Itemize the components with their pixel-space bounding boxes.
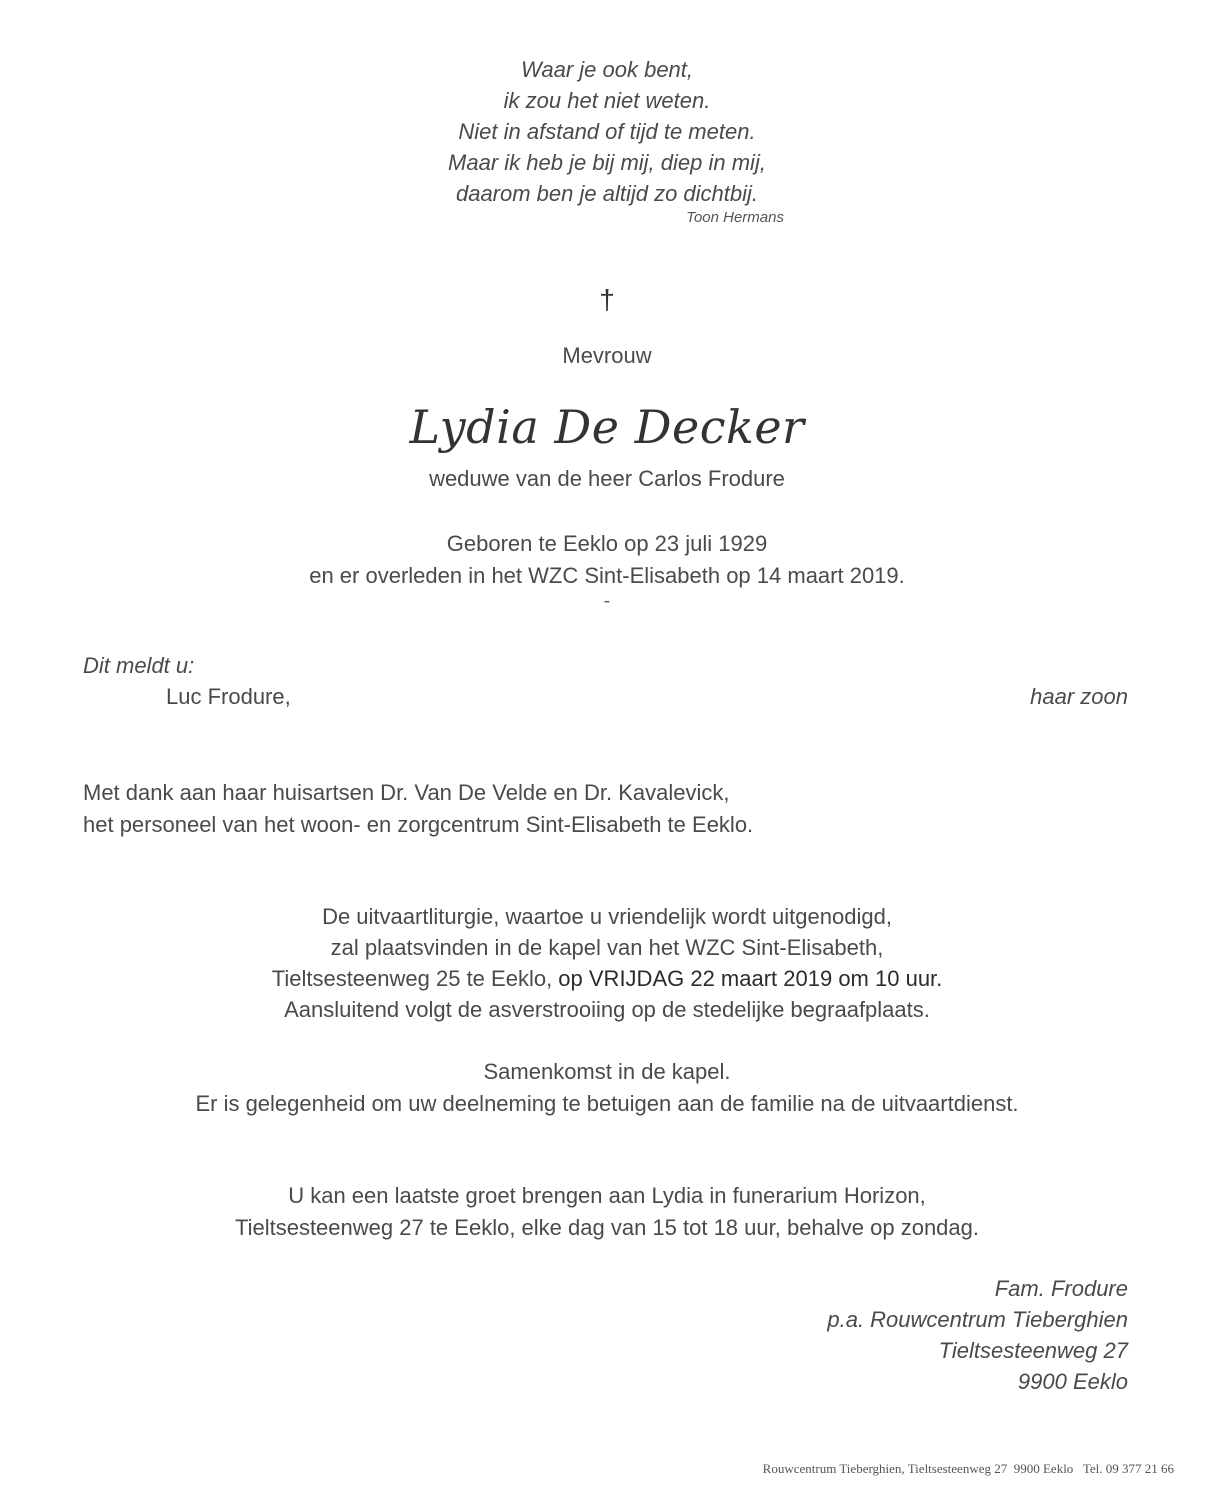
signature-line: Tieltsesteenweg 27 xyxy=(938,1338,1128,1363)
death-line: en er overleden in het WZC Sint-Elisabeth op 14 maart 2019. xyxy=(309,563,905,588)
poem-author: Toon Hermans xyxy=(686,209,784,226)
gathering-line: Samenkomst in de kapel. xyxy=(483,1059,731,1084)
spouse-line: weduwe van de heer Carlos Frodure xyxy=(429,466,785,491)
cross-icon: † xyxy=(599,284,615,315)
signature-line: p.a. Rouwcentrum Tieberghien xyxy=(827,1307,1128,1332)
poem-line: Maar ik heb je bij mij, diep in mij, xyxy=(448,150,766,175)
poem xyxy=(0,54,1214,209)
separator: - xyxy=(603,590,611,612)
poem-line: Waar je ook bent, xyxy=(520,57,694,82)
funeral-line xyxy=(0,963,1214,994)
funeral-line: Aansluitend volgt de asverstrooiing op de stedelijke begraafplaats. xyxy=(284,997,930,1022)
relative-role: haar zoon xyxy=(1030,684,1128,709)
visit-line: U kan een laatste groet brengen aan Lydia in funerarium Horizon, xyxy=(288,1183,926,1208)
announcement-intro: Dit meldt u: xyxy=(83,653,195,678)
funeral-datetime: op VRIJDAG 22 maart 2019 om 10 uur. xyxy=(558,966,943,991)
footer-contact: Rouwcentrum Tieberghien, Tieltsesteenweg 27 9900 Eeklo Tel. 09 377 21 66 xyxy=(762,1461,1174,1476)
poem-line: daarom ben je altijd zo dichtbij. xyxy=(455,181,759,206)
visit-line: Tieltsesteenweg 27 te Eeklo, elke dag van 15 tot 18 uur, behalve op zondag. xyxy=(234,1215,980,1240)
poem-line: Niet in afstand of tijd te meten. xyxy=(458,119,756,144)
relative-name: Luc Frodure, xyxy=(166,684,291,709)
thanks-line: Met dank aan haar huisartsen Dr. Van De Velde en Dr. Kavalevick, xyxy=(83,780,730,805)
deceased-name: Lydia De Decker xyxy=(409,400,805,454)
birth-line: Geboren te Eeklo op 23 juli 1929 xyxy=(446,531,768,556)
honorific: Mevrouw xyxy=(562,343,652,368)
birth-death-info xyxy=(0,528,1214,592)
signature-block xyxy=(827,1273,1128,1397)
poem-line: ik zou het niet weten. xyxy=(503,88,711,113)
signature-line: Fam. Frodure xyxy=(994,1276,1128,1301)
gathering-info xyxy=(0,1056,1214,1120)
gathering-line: Er is gelegenheid om uw deelneming te betuigen aan de familie na de uitvaartdienst. xyxy=(195,1091,1019,1116)
funeral-line: De uitvaartliturgie, waartoe u vriendelijk wordt uitgenodigd, xyxy=(322,904,892,929)
signature-line: 9900 Eeklo xyxy=(1017,1369,1128,1394)
visit-info xyxy=(0,1180,1214,1244)
funeral-line: zal plaatsvinden in de kapel van het WZC Sint-Elisabeth, xyxy=(330,935,884,960)
thanks-section xyxy=(83,777,753,841)
thanks-line: het personeel van het woon- en zorgcentrum Sint-Elisabeth te Eeklo. xyxy=(83,812,754,837)
funeral-location: Tieltsesteenweg 25 te Eeklo, xyxy=(271,966,559,991)
funeral-info xyxy=(0,901,1214,1025)
